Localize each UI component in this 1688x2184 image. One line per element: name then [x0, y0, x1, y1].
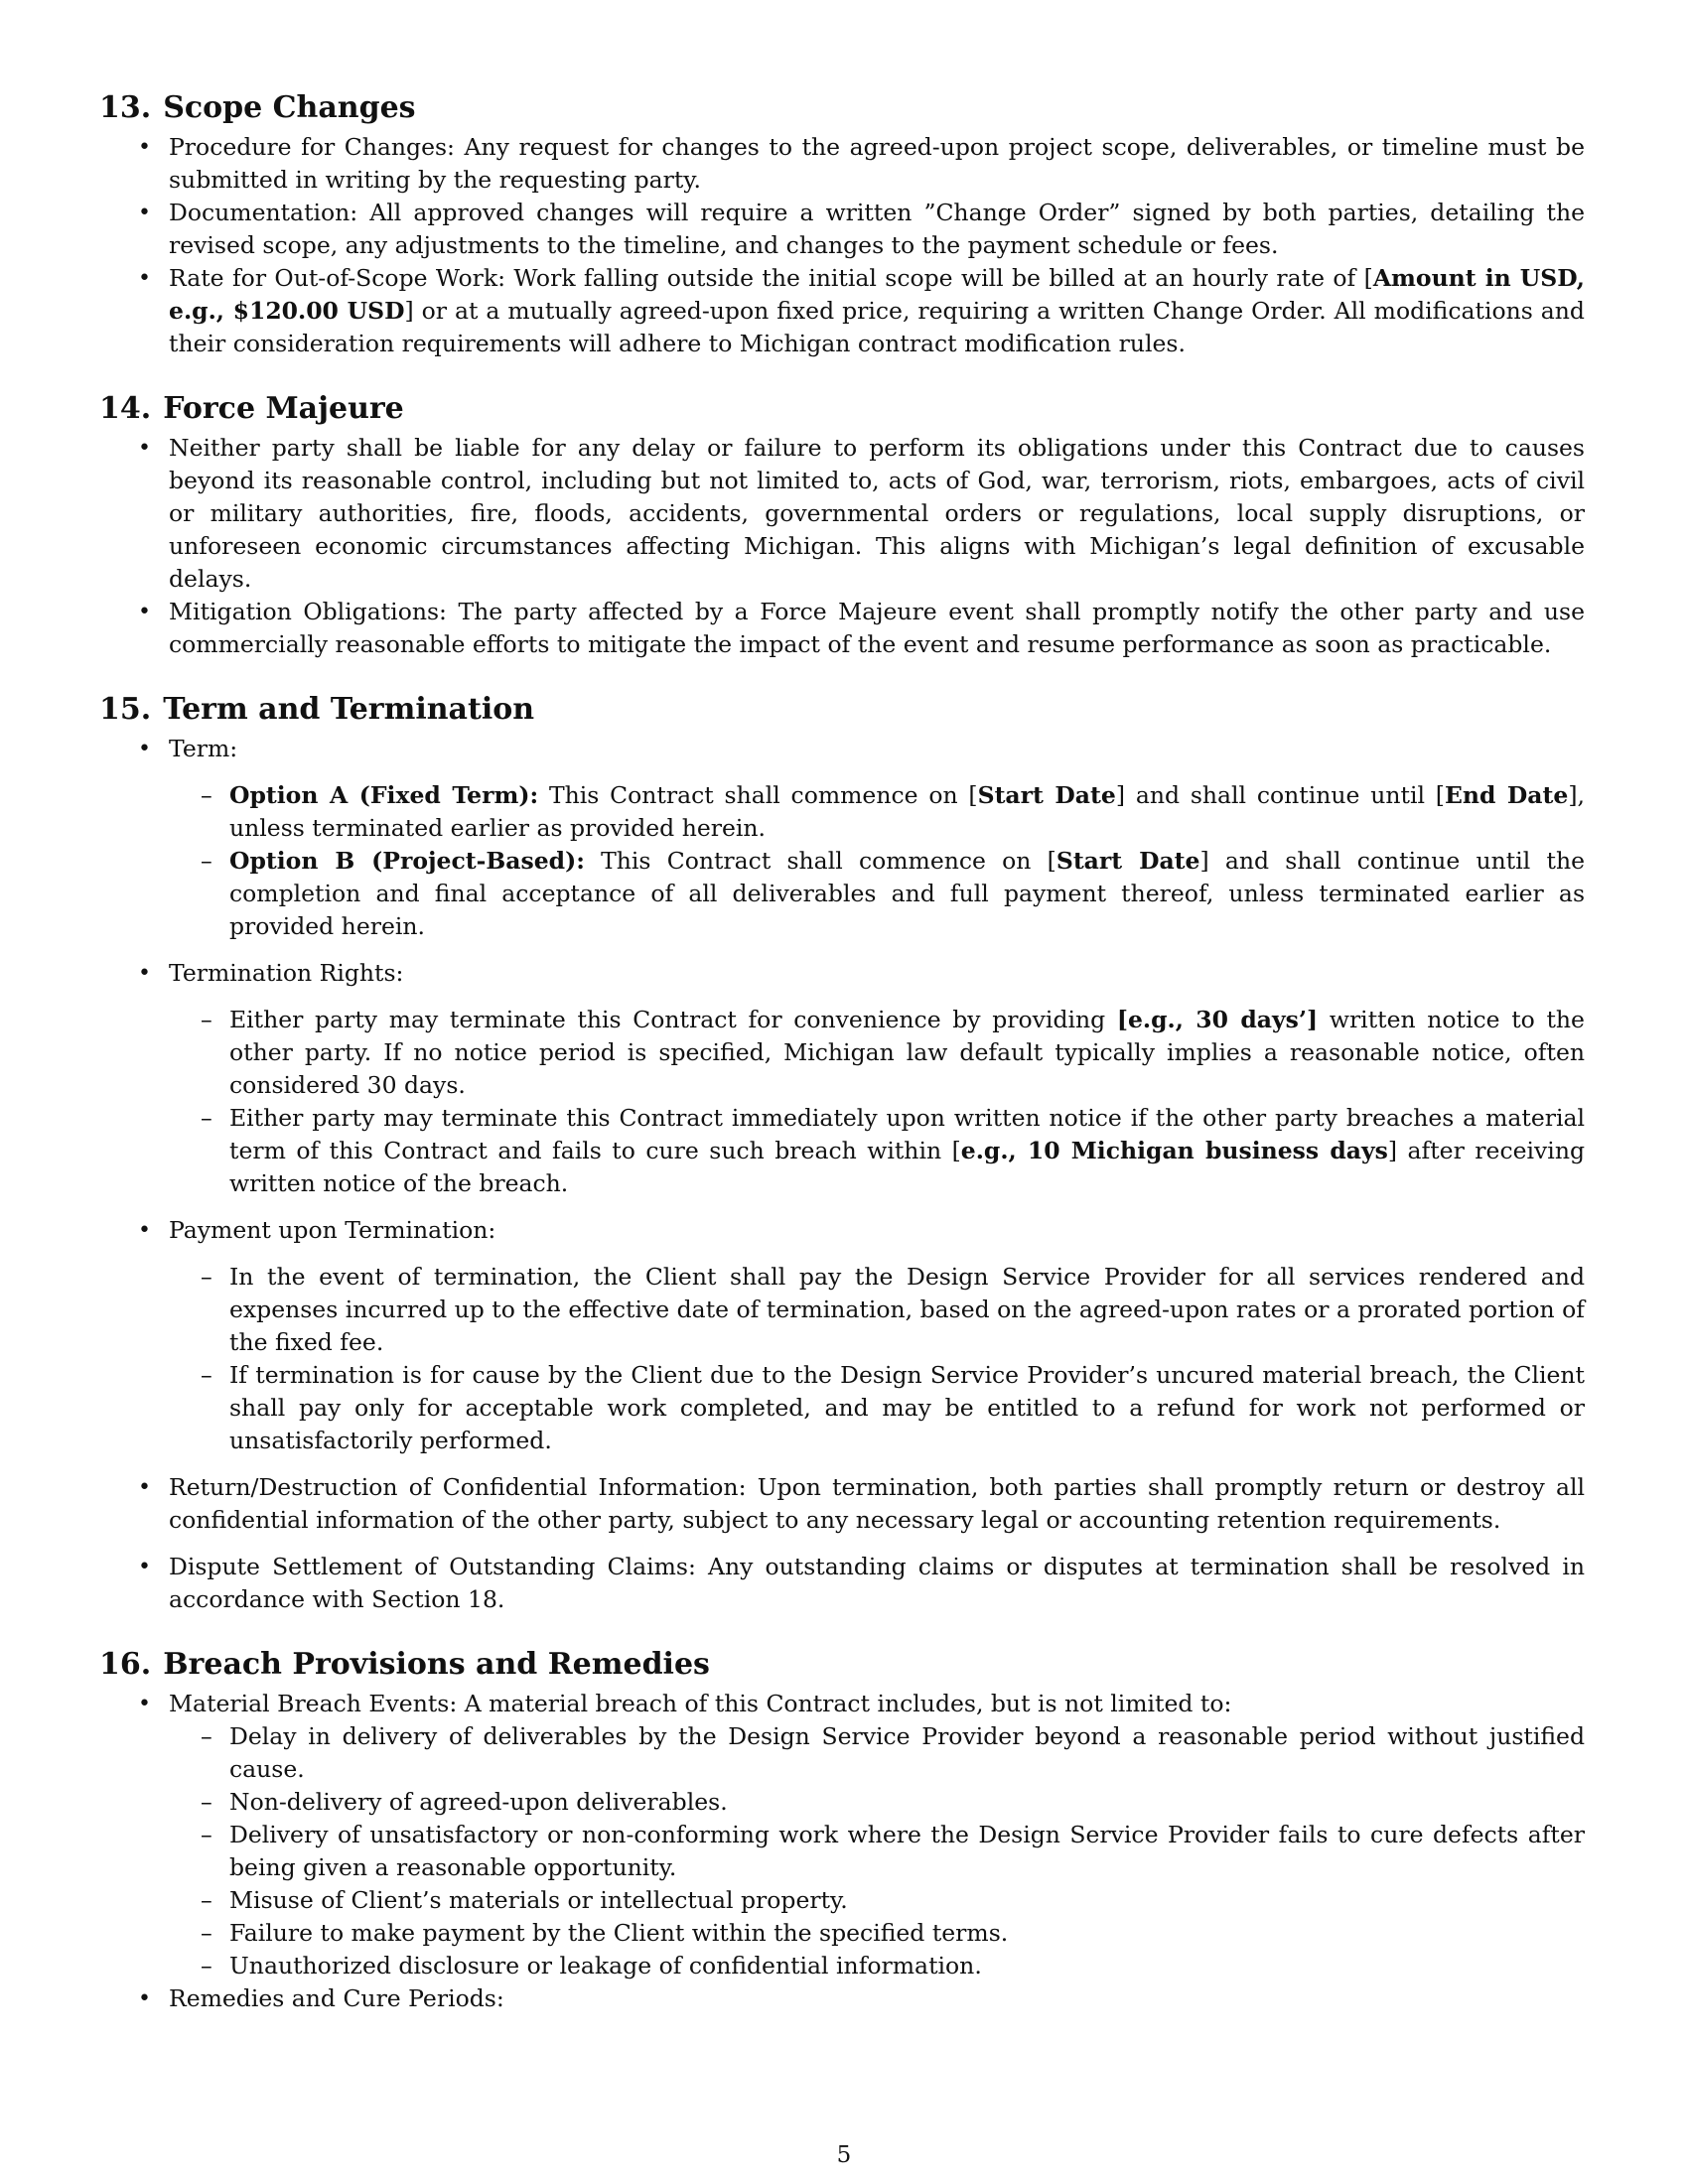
sub-list-item: – If termination is for cause by the Client due to the Design Service Provider’s uncured material breach, the Client shall pay only for acceptable work completed, and may be entitled to a refund for work not performed or unsatisfactorily performed. [169, 1359, 1585, 1457]
section-number: 14. [99, 391, 152, 426]
list-item: • Mitigation Obligations: The party affected by a Force Majeure event shall promptly notify the other party and use commercially reasonable efforts to mitigate the impact of the event and resume performance as soon as practicable. [99, 596, 1585, 661]
bullet-list [99, 733, 1585, 1616]
section-heading [99, 386, 1585, 432]
page-number: 5 [836, 2142, 852, 2168]
sub-list-item: – Delivery of unsatisfactory or non-conforming work where the Design Service Provider fails to cure defects after being given a reasonable opportunity. [169, 1819, 1585, 1884]
bullet-list [99, 1688, 1585, 2015]
sub-list-item: – In the event of termination, the Client shall pay the Design Service Provider for all services rendered and expenses incurred up to the effective date of termination, based on the agreed-upon rates or a prorated portion of the fixed fee. [169, 1261, 1585, 1359]
section-16 [99, 1642, 1585, 2015]
section-heading [99, 85, 1585, 131]
sub-list-item: – Option A (Fixed Term): This Contract shall commence on [Start Date] and shall continue until [End Date], unless terminated earlier as provided herein. [169, 779, 1585, 845]
list-item: • Rate for Out-of-Scope Work: Work falling outside the initial scope will be billed at an hourly rate of [Amount in USD, e.g., $120.00 USD] or at a mutually agreed-upon fixed price, requiring a written Change Order. All modifications and their consideration requirements will adhere to Michigan contract modification rules. [99, 262, 1585, 360]
list-item-payment-upon-termination: • Payment upon Termination: – In the event of termination, the Client shall pay the Design Service Provider for all services rendered and expenses incurred up to the effective date of termination, based on the agreed-upon rates or a prorated portion of the fixed fee. – If termination is for cause by the Client due to the Design Service Provider’s uncured material breach, the Client shall pay only for acceptable work completed, and may be entitled to a refund for work not performed or unsatisfactorily performed. [99, 1214, 1585, 1457]
sub-list-item: – Unauthorized disclosure or leakage of confidential information. [169, 1950, 1585, 1982]
section-heading [99, 1642, 1585, 1688]
list-item: • Procedure for Changes: Any request for changes to the agreed-upon project scope, deliverables, or timeline must be submitted in writing by the requesting party. [99, 131, 1585, 197]
sub-list-item: – Non-delivery of agreed-upon deliverables. [169, 1786, 1585, 1819]
section-heading [99, 687, 1585, 733]
sub-list-item: – Misuse of Client’s materials or intellectual property. [169, 1884, 1585, 1917]
sub-list-item: – Either party may terminate this Contract immediately upon written notice if the other party breaches a material term of this Contract and fails to cure such breach within [e.g., 10 Michigan business days] after receiving written notice of the breach. [169, 1102, 1585, 1200]
section-title: Force Majeure [163, 391, 404, 426]
bullet-list [99, 432, 1585, 661]
bullet-list [99, 131, 1585, 360]
sub-list-item: – Either party may terminate this Contract for convenience by providing [e.g., 30 days’] written notice to the other party. If no notice period is specified, Michigan law default typically implies a reasonable notice, often considered 30 days. [169, 1004, 1585, 1102]
list-item: • Documentation: All approved changes will require a written ”Change Order” signed by both parties, detailing the revised scope, any adjustments to the timeline, and changes to the payment schedule or fees. [99, 197, 1585, 262]
section-title: Scope Changes [163, 90, 416, 125]
section-14 [99, 386, 1585, 661]
sub-list-item: – Failure to make payment by the Client within the specified terms. [169, 1917, 1585, 1950]
sub-list-item: – Delay in delivery of deliverables by the Design Service Provider beyond a reasonable period without justified cause. [169, 1720, 1585, 1786]
sub-list-item: – Option B (Project-Based): This Contract shall commence on [Start Date] and shall continue until the completion and final acceptance of all deliverables and full payment thereof, unless terminated earlier as provided herein. [169, 845, 1585, 943]
list-item-remedies: • Remedies and Cure Periods: [99, 1982, 1585, 2015]
list-item-material-breach: • Material Breach Events: A material breach of this Contract includes, but is not limited to: – Delay in delivery of deliverables by the Design Service Provider beyond a reasonable period without justified cause. – Non-delivery of agreed-upon deliverables. – Delivery of unsatisfactory or non-conforming work where the Design Service Provider fails to cure defects after being given a reasonable opportunity. – Misuse of Client’s materials or intellectual property. – Failure to make payment by the Client within the specified terms. – Unauthorized disclosure or leakage of confidential information. [99, 1688, 1585, 1982]
section-15 [99, 687, 1585, 1616]
placeholder-amount: Amount in USD, e.g., $120.00 USD [169, 264, 1585, 325]
section-number: 15. [99, 692, 152, 727]
sub-list [99, 779, 1585, 943]
list-item: • Neither party shall be liable for any delay or failure to perform its obligations under this Contract due to causes beyond its reasonable control, including but not limited to, acts of God, war, terrorism, riots, embargoes, acts of civil or military authorities, fire, floods, accidents, governmental orders or regulations, local supply disruptions, or unforeseen economic circumstances affecting Michigan. This aligns with Michigan’s legal definition of excusable delays. [99, 432, 1585, 596]
list-item-termination-rights: • Termination Rights: – Either party may terminate this Contract for convenience by providing [e.g., 30 days’] written notice to the other party. If no notice period is specified, Michigan law default typically implies a reasonable notice, often considered 30 days. – Either party may terminate this Contract immediately upon written notice if the other party breaches a material term of this Contract and fails to cure such breach within [e.g., 10 Michigan business days] after receiving written notice of the breach. [99, 957, 1585, 1200]
list-item-return-destruction: • Return/Destruction of Confidential Information: Upon termination, both parties shall promptly return or destroy all confidential information of the other party, subject to any necessary legal or accounting retention requirements. [99, 1471, 1585, 1537]
sub-list [99, 1261, 1585, 1457]
list-item-dispute-settlement: • Dispute Settlement of Outstanding Claims: Any outstanding claims or disputes at termination shall be resolved in accordance with Section 18. [99, 1551, 1585, 1616]
section-number: 13. [99, 90, 152, 125]
sub-list [99, 1004, 1585, 1200]
section-number: 16. [99, 1647, 152, 1682]
sub-list [99, 1720, 1585, 1982]
section-title: Breach Provisions and Remedies [163, 1647, 710, 1682]
list-item-term: • Term: – Option A (Fixed Term): This Contract shall commence on [Start Date] and shall continue until [End Date], unless terminated earlier as provided herein. – Option B (Project-Based): This Contract shall commence on [Start Date] and shall continue until the completion and final acceptance of all deliverables and full payment thereof, unless terminated earlier as provided herein. [99, 733, 1585, 943]
section-title: Term and Termination [163, 692, 535, 727]
section-13 [99, 85, 1585, 360]
